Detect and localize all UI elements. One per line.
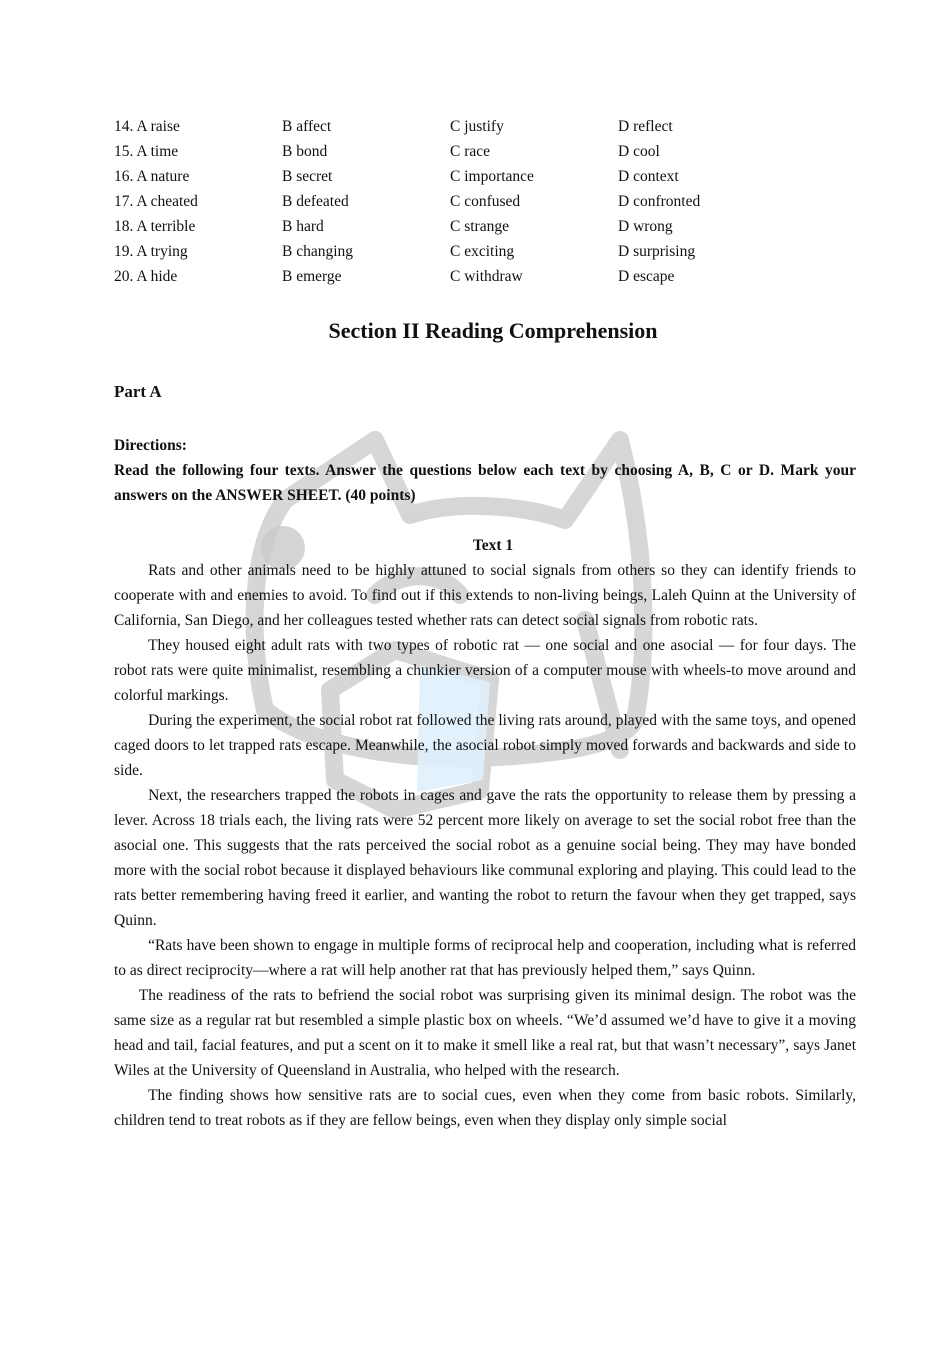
option-d: D context [618, 168, 679, 185]
option-b: B hard [282, 218, 324, 235]
option-d: D surprising [618, 243, 696, 260]
option-a: 18. A terrible [114, 218, 196, 235]
option-row-19 [114, 239, 856, 264]
article-body [114, 558, 856, 1133]
option-b: B emerge [282, 268, 342, 285]
part-title: Part A [114, 382, 162, 401]
directions-text: Read the following four texts. Answer the questions below each text by choosing A, B, C or D. Mark your answers on the ANSWER SHEET. (40 points) [114, 462, 856, 504]
option-d: D reflect [618, 118, 673, 135]
option-c: C confused [450, 193, 521, 210]
article-paragraph: “Rats have been shown to engage in multiple forms of reciprocal help and cooperation, including what is referred to as direct reciprocity—where a rat will help another rat that has previously helped them,” says Quinn. [114, 937, 856, 979]
option-c: C race [450, 143, 491, 160]
option-row-20 [114, 264, 856, 289]
article-paragraph: The readiness of the rats to befriend the social robot was surprising given its minimal design. The robot was the same size as a regular rat but resembled a simple plastic box on wheels. “We’d assumed we’d have to give it a moving head and tail, facial features, and put a scent on it to make it smell like a real rat, but that wasn’t necessary”, says Janet Wiles at the University of Queensland in Australia, who helped with the research. [114, 987, 856, 1079]
article-paragraph: Rats and other animals need to be highly attuned to social signals from others so they can identify friends to cooperate with and enemies to avoid. To find out if this extends to non-living beings, Laleh Quinn at the University of California, San Diego, and her colleagues tested whether rats can detect social signals from robotic rats. [114, 562, 856, 629]
options-table [114, 114, 856, 289]
option-row-16 [114, 164, 856, 189]
option-c: C strange [450, 218, 509, 235]
option-b: B defeated [282, 193, 349, 210]
option-a: 19. A trying [114, 243, 188, 260]
article-paragraph: Next, the researchers trapped the robots in cages and gave the rats the opportunity to release them by pressing a lever. Across 18 trials each, the living rats were 52 percent more likely on average to set the social robot free than the asocial one. This suggests that the rats perceived the social robot as a genuine social being. They may have bonded more with the social robot because it displayed behaviours like communal exploring and playing. This could lead to the rats better remembering having freed it earlier, and wanting the robot to return the favour when they get trapped, says Quinn. [114, 787, 856, 929]
option-a: 16. A nature [114, 168, 190, 185]
article-paragraph: The finding shows how sensitive rats are to social cues, even when they come from basic robots. Similarly, children tend to treat robots as if they are fellow beings, even when they display only simple social [114, 1087, 856, 1129]
option-row-14 [114, 114, 856, 139]
option-row-17 [114, 189, 856, 214]
article-paragraph: During the experiment, the social robot rat followed the living rats around, played with the same toys, and opened caged doors to let trapped rats escape. Meanwhile, the asocial robot simply moved forwards and backwards and side to side. [114, 712, 856, 779]
text-title: Text 1 [472, 537, 514, 554]
option-b: B bond [282, 143, 328, 160]
option-c: C exciting [450, 243, 515, 260]
option-b: B secret [282, 168, 333, 185]
option-row-18 [114, 214, 856, 239]
page-content [114, 114, 856, 1133]
option-c: C justify [450, 118, 504, 135]
option-b: B changing [282, 243, 354, 260]
option-d: D wrong [618, 218, 673, 235]
option-b: B affect [282, 118, 332, 135]
option-row-15 [114, 139, 856, 164]
option-c: C withdraw [450, 268, 523, 285]
option-a: 17. A cheated [114, 193, 198, 210]
option-d: D confronted [618, 193, 701, 210]
option-d: D cool [618, 143, 660, 160]
option-d: D escape [618, 268, 675, 285]
directions-label: Directions: [114, 437, 187, 454]
option-a: 20. A hide [114, 268, 178, 285]
section-title: Section II Reading Comprehension [328, 318, 658, 343]
article-paragraph: They housed eight adult rats with two types of robotic rat — one social and one asocial — for four days. The robot rats were quite minimalist, resembling a chunkier version of a computer mouse with wheels-to move around and colorful markings. [114, 637, 856, 704]
option-c: C importance [450, 168, 534, 185]
option-a: 14. A raise [114, 118, 180, 135]
option-a: 15. A time [114, 143, 179, 160]
